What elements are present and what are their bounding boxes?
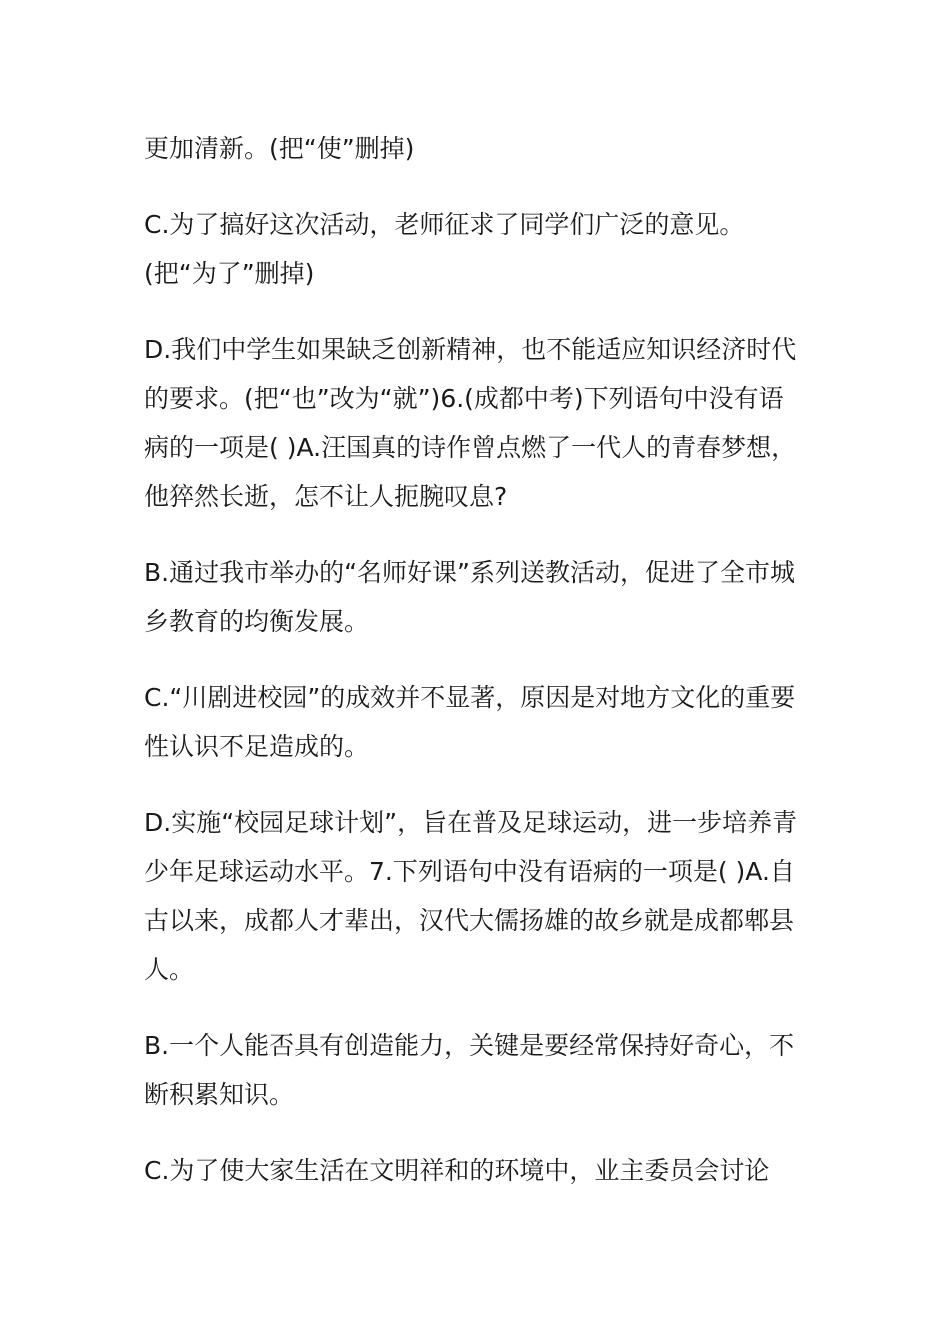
paragraph-1: 更加清新。(把“使”删掉) bbox=[144, 134, 415, 163]
paragraph-4: B.通过我市举办的“名师好课”系列送教活动，促进了全市城乡教育的均衡发展。 bbox=[144, 558, 796, 636]
paragraph-5: C.“川剧进校园”的成效并不显著，原因是对地方文化的重要性认识不足造成的。 bbox=[144, 683, 796, 761]
paragraph-7: B.一个人能否具有创造能力，关键是要经常保持好奇心，不断积累知识。 bbox=[144, 1031, 795, 1109]
paragraph-3: D.我们中学生如果缺乏创新精神，也不能适应知识经济时代的要求。(把“也”改为“就”)6.(成都中考)下列语句中没有语病的一项是( )A.汪国真的诗作曾点燃了一代人的青春梦想，他猝然长逝，怎不让人扼腕叹息? bbox=[144, 335, 797, 511]
document-page bbox=[144, 124, 804, 1222]
paragraph-2: C.为了搞好这次活动，老师征求了同学们广泛的意见。(把“为了”删掉) bbox=[144, 210, 745, 288]
paragraph-6: D.实施“校园足球计划”，旨在普及足球运动，进一步培养青少年足球运动水平。7.下列语句中没有语病的一项是( )A.自古以来，成都人才辈出，汉代大儒扬雄的故乡就是成都郫县人。 bbox=[144, 808, 798, 984]
paragraph-8: C.为了使大家生活在文明祥和的环境中，业主委员会讨论 bbox=[144, 1156, 770, 1185]
